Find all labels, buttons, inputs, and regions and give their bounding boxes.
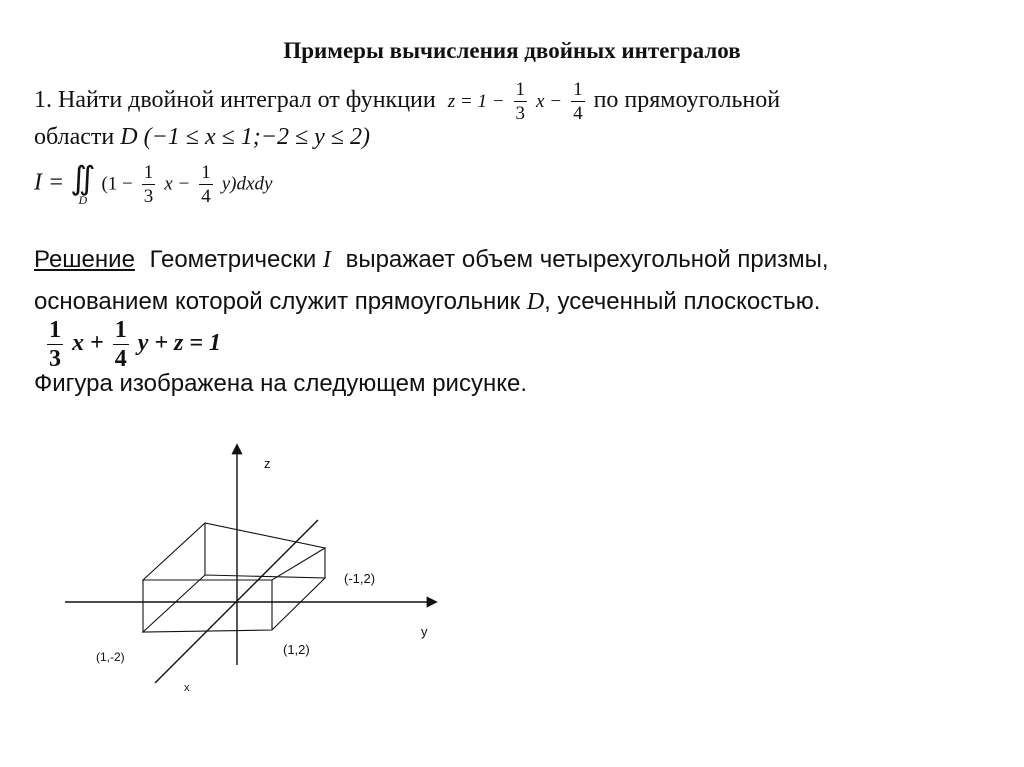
integral-frac-2-den: 4 [201,185,211,207]
plane-frac-2-num: 1 [114,317,127,343]
z-axis-label: z [264,456,271,471]
plane-frac-1-num: 1 [49,317,61,343]
solution-line1-a: Геометрически [149,246,317,273]
region-text: области [34,124,115,150]
point-label-c: (1,-2) [96,650,125,664]
func-frac-2-num: 1 [573,79,583,100]
integral-mid: x − [164,173,191,195]
integral-open: (1 − [101,173,133,195]
solution-line1-var: I [322,247,331,273]
figure-caption: Фигура изображена на следующем рисунке. [34,370,527,397]
solution-line2-a: основанием которой служит прямоугольник [34,288,521,315]
plane-tail: y + z = 1 [137,330,222,357]
solution-line2-b: , усеченный плоскостью. [544,288,821,315]
x-axis-label: x [184,682,190,694]
region-name: D [120,124,138,150]
solution-line2-var: D [526,289,545,315]
integral-lhs: I = [34,169,65,196]
integral-frac-1-num: 1 [143,161,154,183]
func-frac-1-num: 1 [515,79,526,100]
func-mid: x − [536,91,563,113]
integral-sub: D [78,193,88,207]
task-suffix: по прямоугольной [593,87,781,114]
solution-line1-b: выражает объем четырехугольной призмы, [345,246,829,273]
y-axis-label: y [421,624,428,639]
func-lhs: z = 1 − [447,91,505,113]
integral-frac-1-den: 3 [143,185,154,207]
point-label-a: (-1,2) [344,571,376,586]
func-frac-2-den: 4 [573,103,583,124]
point-label-b: (1,2) [283,642,310,657]
solution-label: Решение [34,246,135,273]
page-title: Примеры вычисления двойных интегралов [283,38,741,63]
integral-tail: y)dxdy [221,173,273,195]
double-integral-icon: ∬ [70,160,96,196]
plane-frac-1-den: 3 [49,346,61,372]
task-prefix: 1. Найти двойной интеграл от функции [34,87,436,114]
integral-frac-2-num: 1 [201,161,211,183]
func-frac-1-den: 3 [515,103,526,124]
plane-mid: x + [72,330,104,357]
region-bounds: (−1 ≤ x ≤ 1;−2 ≤ y ≤ 2) [143,124,370,150]
plane-frac-2-den: 4 [114,346,127,372]
